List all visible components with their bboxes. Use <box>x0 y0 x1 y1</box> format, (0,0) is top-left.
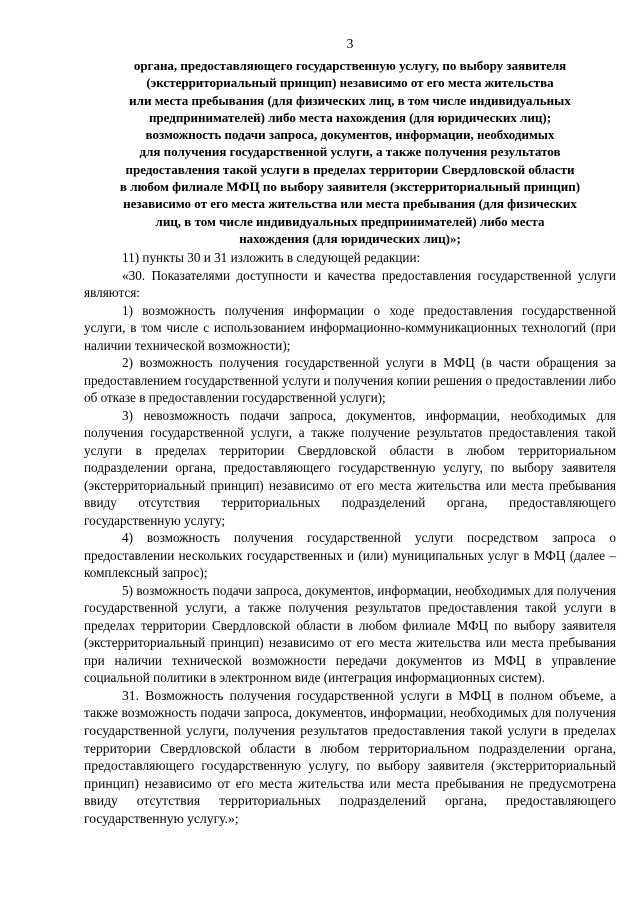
paragraph-item-31: 31. Возможность получения государственной услуги в МФЦ в полном объеме, а также возможность подачи запроса, документов, информации, необходимых для получения государственной услуги, получения результатов предоставления такой услуги в пределах территории Свердловской области в любом территориальном подразделении органа, предоставляющего государственную услугу, по выбору заявителя (экстерриториальный принцип) независимо от его места жительства или места пребывания не предусмотрена ввиду отсутствия территориальных подразделений органа, предоставляющего государственную услугу.»; <box>84 687 616 826</box>
paragraph-subitem-1: 1) возможность получения информации о ходе предоставления государственной услуги, в том числе с использованием информационно-коммуникационных технологий (при наличии технической возможности); <box>84 302 616 353</box>
paragraph-subitem-2: 2) возможность получения государственной услуги в МФЦ (в части обращения за предоставлением государственной услуги и получения копии решения о предоставлении либо об отказе в предоставлении государственной услуги); <box>84 355 616 406</box>
heading-line: предоставления такой услуги в пределах территории Свердловской области <box>125 161 575 177</box>
heading-line: в любом филиале МФЦ по выбору заявителя (экстерриториальный принцип) <box>119 179 581 195</box>
heading-line: лиц, в том числе индивидуальных предпринимателей) либо места <box>155 213 545 229</box>
heading-block <box>84 57 616 247</box>
paragraph-item-30: «30. Показателями доступности и качества предоставления государственной услуги являются: <box>84 267 616 301</box>
heading-line: (экстерриториальный принцип) независимо от его места жительства <box>146 75 554 91</box>
paragraph-subitem-5: 5) возможность подачи запроса, документов, информации, необходимых для получения государственной услуги, а также получения результатов предоставления такой услуги в пределах территории Свердловской области в любом филиале МФЦ по выбору заявителя (экстерриториальный принцип) независимо от его места жительства или места пребывания при наличии технической возможности передачи документов из МФЦ в управление социальной политики в электронном виде (интеграция информационных систем). <box>84 582 616 686</box>
heading-line: нахождения (для юридических лиц)»; <box>239 230 461 246</box>
heading-line: или места пребывания (для физических лиц, в том числе индивидуальных <box>129 92 571 108</box>
document-page <box>84 36 616 828</box>
heading-line: независимо от его места жительства или места пребывания (для физических <box>123 196 577 212</box>
heading-line: предпринимателей) либо места нахождения (для юридических лиц); <box>148 109 552 125</box>
heading-line: для получения государственной услуги, а также получения результатов <box>139 144 561 160</box>
paragraph-subitem-3: 3) невозможность подачи запроса, документов, информации, необходимых для получения государственной услуги, а также получение результатов предоставления такой услуги в пределах территории Свердловской области в любом территориальном подразделении органа, предоставляющего государственную услугу, по выбору заявителя (экстерриториальный принцип) независимо от его места жительства или места пребывания ввиду отсутствия территориальных подразделений органа, предоставляющего государственную услугу; <box>84 407 616 528</box>
paragraph-amendment-11: 11) пункты 30 и 31 изложить в следующей редакции: <box>122 250 421 266</box>
paragraph-subitem-4: 4) возможность получения государственной услуги посредством запроса о предоставлении нескольких государственных и (или) муниципальных услуг в МФЦ (далее – комплексный запрос); <box>84 530 616 581</box>
page-number: 3 <box>346 36 354 51</box>
heading-line: органа, предоставляющего государственную услугу, по выбору заявителя <box>133 58 567 73</box>
heading-line: возможность подачи запроса, документов, информации, необходимых <box>145 127 555 143</box>
